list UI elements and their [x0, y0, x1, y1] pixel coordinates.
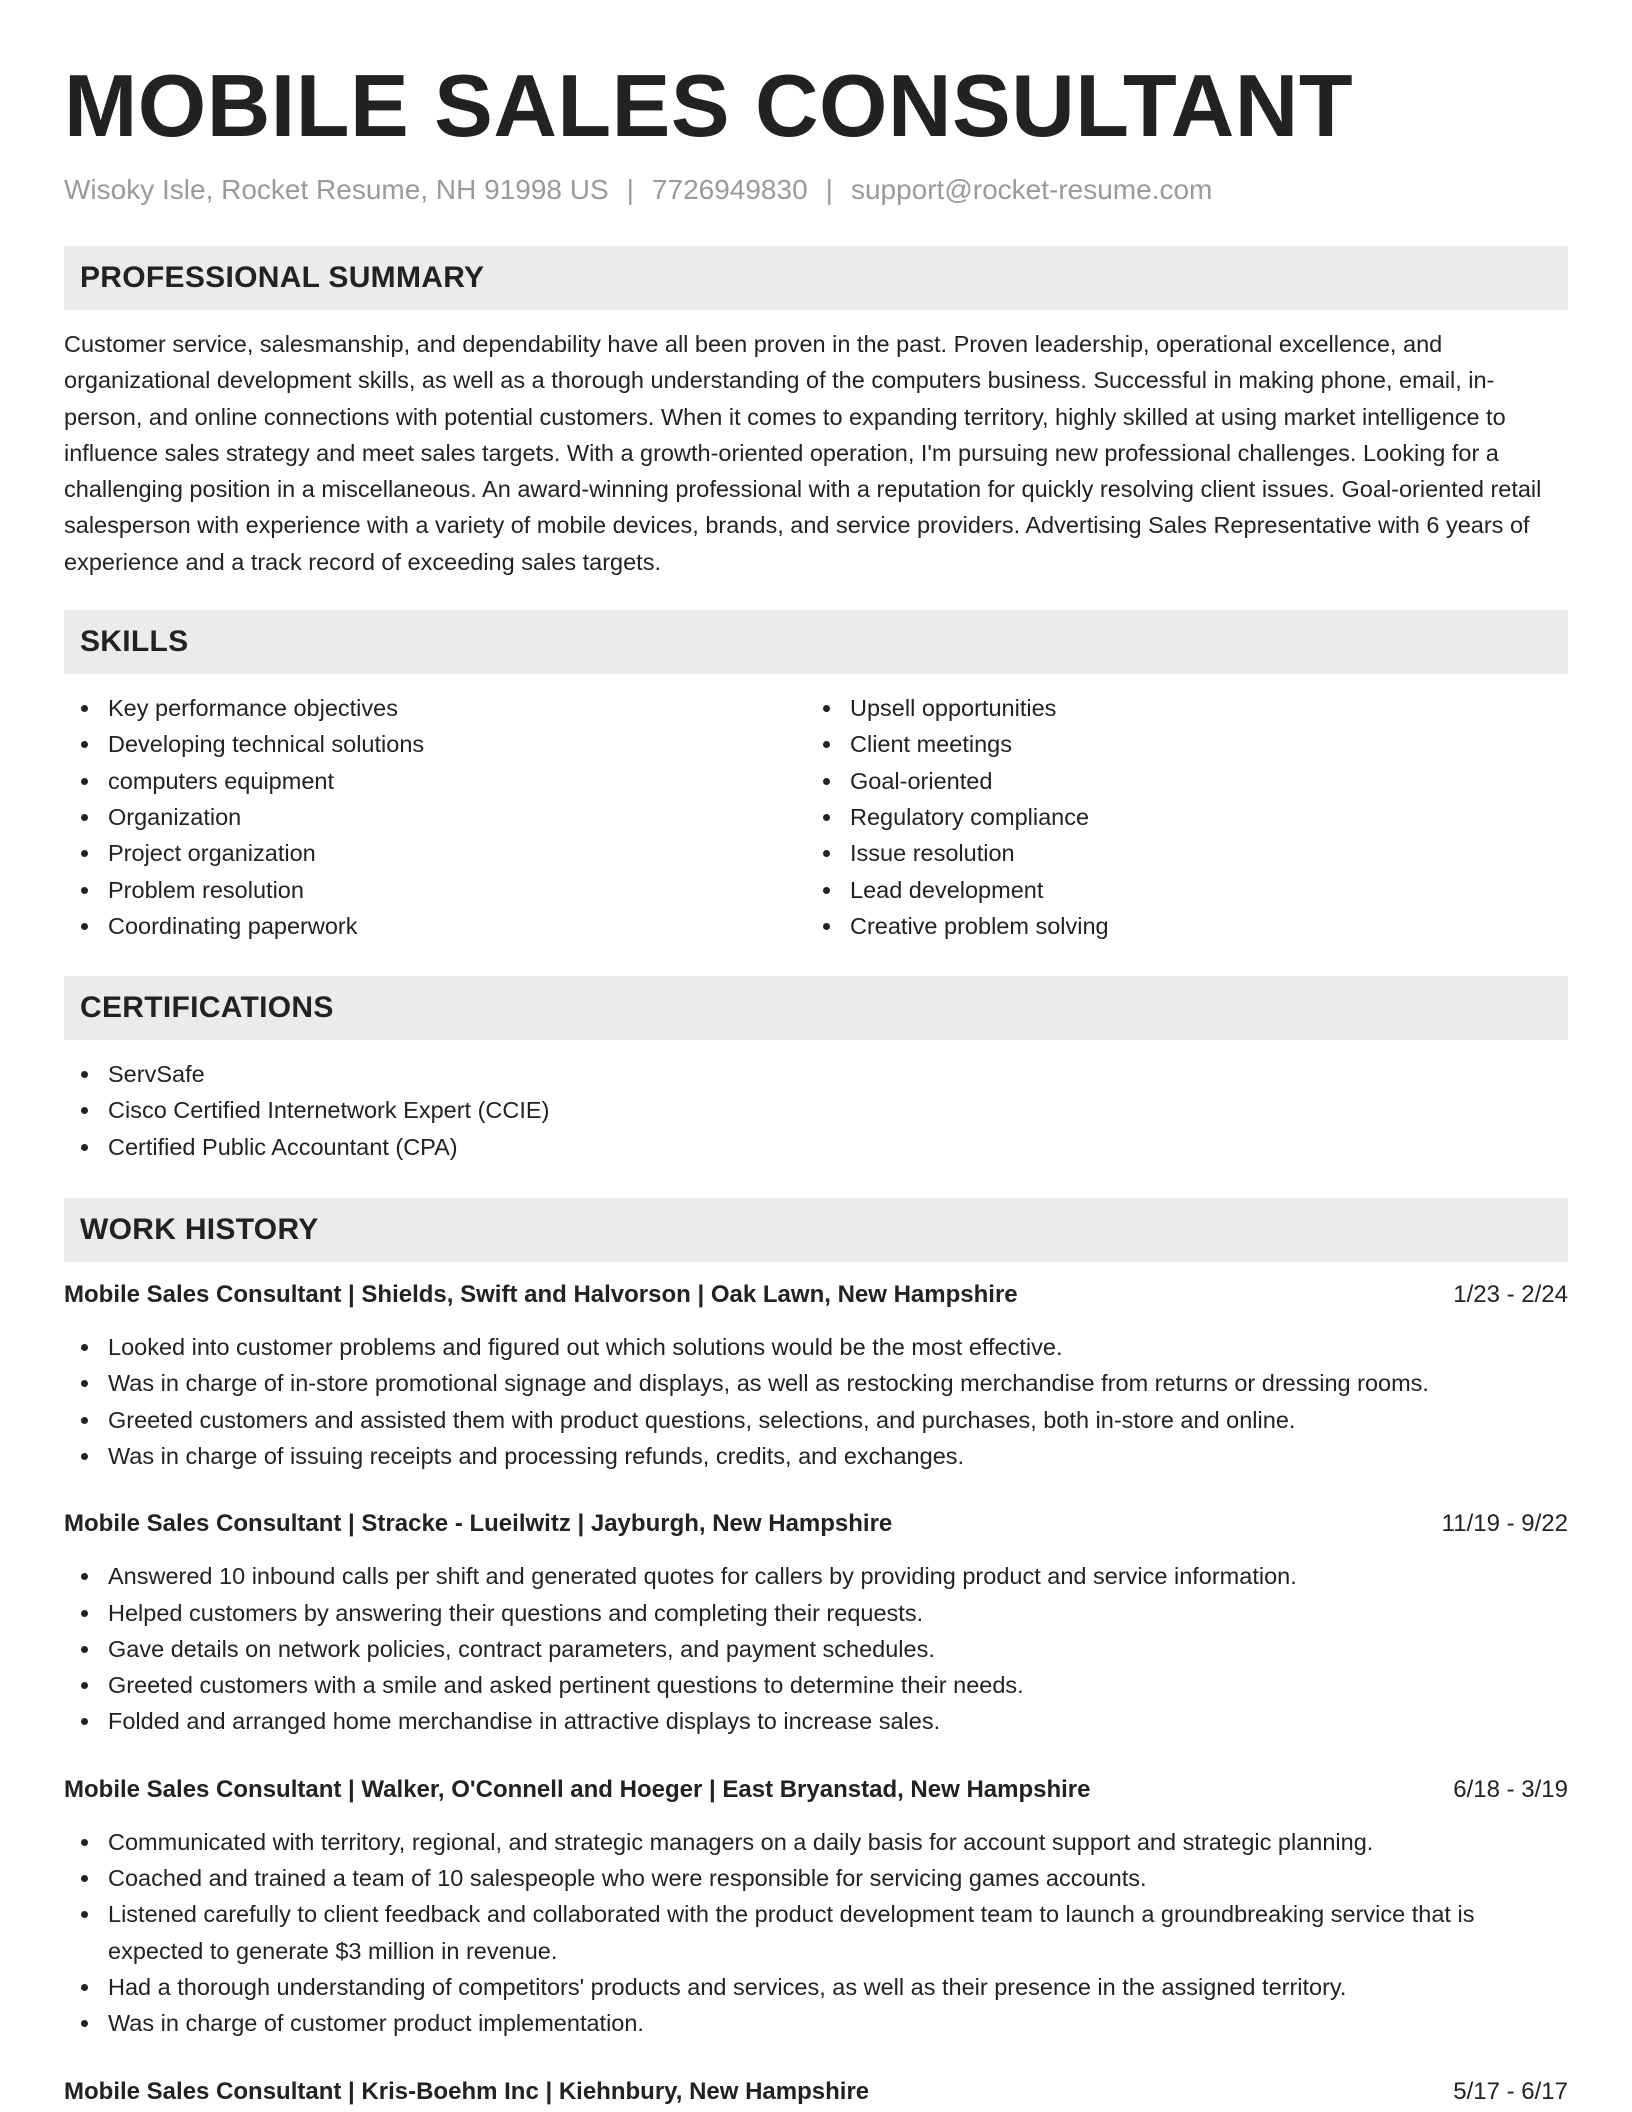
- job-entry: [64, 1506, 1568, 1739]
- skill-item: computers equipment: [64, 763, 806, 799]
- job-dates: 1/23 - 2/24: [1453, 1281, 1568, 1309]
- work-history-heading: WORK HISTORY: [64, 1198, 1568, 1262]
- job-bullets: [64, 1824, 1568, 2042]
- resume-page: [64, 0, 1568, 2110]
- job-bullet: Looked into customer problems and figured out which solutions would be the most effective.: [64, 1329, 1568, 1365]
- work-history-section: [64, 1198, 1568, 2109]
- job-bullet: Communicated with territory, regional, and strategic managers on a daily basis for account support and strategic planning.: [64, 1824, 1568, 1860]
- skills-heading: SKILLS: [64, 610, 1568, 674]
- summary-section: [64, 246, 1568, 580]
- certification-item: Certified Public Accountant (CPA): [64, 1129, 1568, 1165]
- job-title: Mobile Sales Consultant | Stracke - Lueilwitz | Jayburgh, New Hampshire: [64, 1510, 893, 1538]
- job-bullet: Greeted customers with a smile and asked pertinent questions to determine their needs.: [64, 1667, 1568, 1703]
- job-bullet: Coached and trained a team of 10 salespeople who were responsible for servicing games accounts.: [64, 1860, 1568, 1896]
- job-bullet: Gave details on network policies, contract parameters, and payment schedules.: [64, 1631, 1568, 1667]
- skill-item: Client meetings: [806, 726, 1548, 762]
- skills-list-left: [64, 690, 806, 944]
- skills-grid: [64, 690, 1568, 944]
- job-bullet: Was in charge of customer product implementation.: [64, 2005, 1568, 2041]
- certification-item: Cisco Certified Internetwork Expert (CCIE): [64, 1092, 1568, 1128]
- skill-item: Upsell opportunities: [806, 690, 1548, 726]
- skill-item: Goal-oriented: [806, 763, 1548, 799]
- contact-line: [64, 172, 1568, 208]
- job-bullet: Helped customers by answering their questions and completing their requests.: [64, 1595, 1568, 1631]
- job-header: [64, 1506, 1568, 1542]
- skill-item: Organization: [64, 799, 806, 835]
- skills-section: [64, 610, 1568, 944]
- job-bullet: Listened carefully to client feedback and collaborated with the product development team to launch a groundbreaking service that is expected to generate $3 million in revenue.: [64, 1896, 1568, 1969]
- job-entry: [64, 1772, 1568, 2042]
- job-bullet: Had a thorough understanding of competitors' products and services, as well as their presence in the assigned territory.: [64, 1969, 1568, 2005]
- job-title: Mobile Sales Consultant | Walker, O'Connell and Hoeger | East Bryanstad, New Hampshire: [64, 1775, 1091, 1803]
- job-dates: 6/18 - 3/19: [1453, 1775, 1568, 1803]
- skill-item: Key performance objectives: [64, 690, 806, 726]
- summary-text: Customer service, salesmanship, and dependability have all been proven in the past. Proven leadership, operational excellence, and organizational development skills, as well as a thorough understanding of the computers business. Successful in making phone, email, in-person, and online connections with potential customers. When it comes to expanding territory, highly skilled at using market intelligence to influence sales strategy and meet sales targets. With a growth-oriented operation, I'm pursuing new professional challenges. Looking for a challenging position in a miscellaneous. An award-winning professional with a reputation for quickly resolving client issues. Goal-oriented retail salesperson with experience with a variety of mobile devices, brands, and service providers. Advertising Sales Representative with 6 years of experience and a track record of exceeding sales targets.: [64, 331, 1542, 575]
- job-entry: [64, 1277, 1568, 1474]
- contact-phone: 7726949830: [651, 174, 808, 205]
- contact-address: Wisoky Isle, Rocket Resume, NH 91998 US: [64, 174, 609, 205]
- skill-item: Project organization: [64, 835, 806, 871]
- skill-item: Regulatory compliance: [806, 799, 1548, 835]
- contact-email: support@rocket-resume.com: [850, 174, 1213, 205]
- job-bullet: Was in charge of issuing receipts and processing refunds, credits, and exchanges.: [64, 1438, 1568, 1474]
- skills-column-right: [806, 690, 1548, 944]
- skill-item: Coordinating paperwork: [64, 908, 806, 944]
- job-header: [64, 2074, 1568, 2110]
- candidate-name: MOBILE SALES CONSULTANT: [64, 56, 1354, 155]
- job-bullet: Answered 10 inbound calls per shift and generated quotes for callers by providing product and service information.: [64, 1558, 1568, 1594]
- job-title: Mobile Sales Consultant | Kris-Boehm Inc | Kiehnbury, New Hampshire: [64, 2077, 870, 2105]
- job-entry: [64, 2074, 1568, 2110]
- certifications-list: [64, 1056, 1568, 1165]
- skills-list-right: [806, 690, 1548, 944]
- certifications-heading: CERTIFICATIONS: [64, 976, 1568, 1040]
- certifications-section: [64, 976, 1568, 1165]
- summary-heading: PROFESSIONAL SUMMARY: [64, 246, 1568, 310]
- skill-item: Issue resolution: [806, 835, 1548, 871]
- skill-item: Creative problem solving: [806, 908, 1548, 944]
- contact-separator: |: [626, 174, 634, 205]
- job-bullet: Folded and arranged home merchandise in attractive displays to increase sales.: [64, 1703, 1568, 1739]
- contact-separator: |: [825, 174, 833, 205]
- job-dates: 11/19 - 9/22: [1441, 1510, 1568, 1538]
- skills-column-left: [64, 690, 806, 944]
- job-bullets: [64, 1329, 1568, 1474]
- certification-item: ServSafe: [64, 1056, 1568, 1092]
- job-header: [64, 1772, 1568, 1808]
- job-title: Mobile Sales Consultant | Shields, Swift and Halvorson | Oak Lawn, New Hampshire: [64, 1281, 1018, 1309]
- job-header: [64, 1277, 1568, 1313]
- job-dates: 5/17 - 6/17: [1453, 2077, 1568, 2105]
- skill-item: Problem resolution: [64, 872, 806, 908]
- job-bullet: Greeted customers and assisted them with product questions, selections, and purchases, both in-store and online.: [64, 1402, 1568, 1438]
- job-bullet: Was in charge of in-store promotional signage and displays, as well as restocking merchandise from returns or dressing rooms.: [64, 1365, 1568, 1401]
- job-bullets: [64, 1558, 1568, 1739]
- skill-item: Lead development: [806, 872, 1548, 908]
- skill-item: Developing technical solutions: [64, 726, 806, 762]
